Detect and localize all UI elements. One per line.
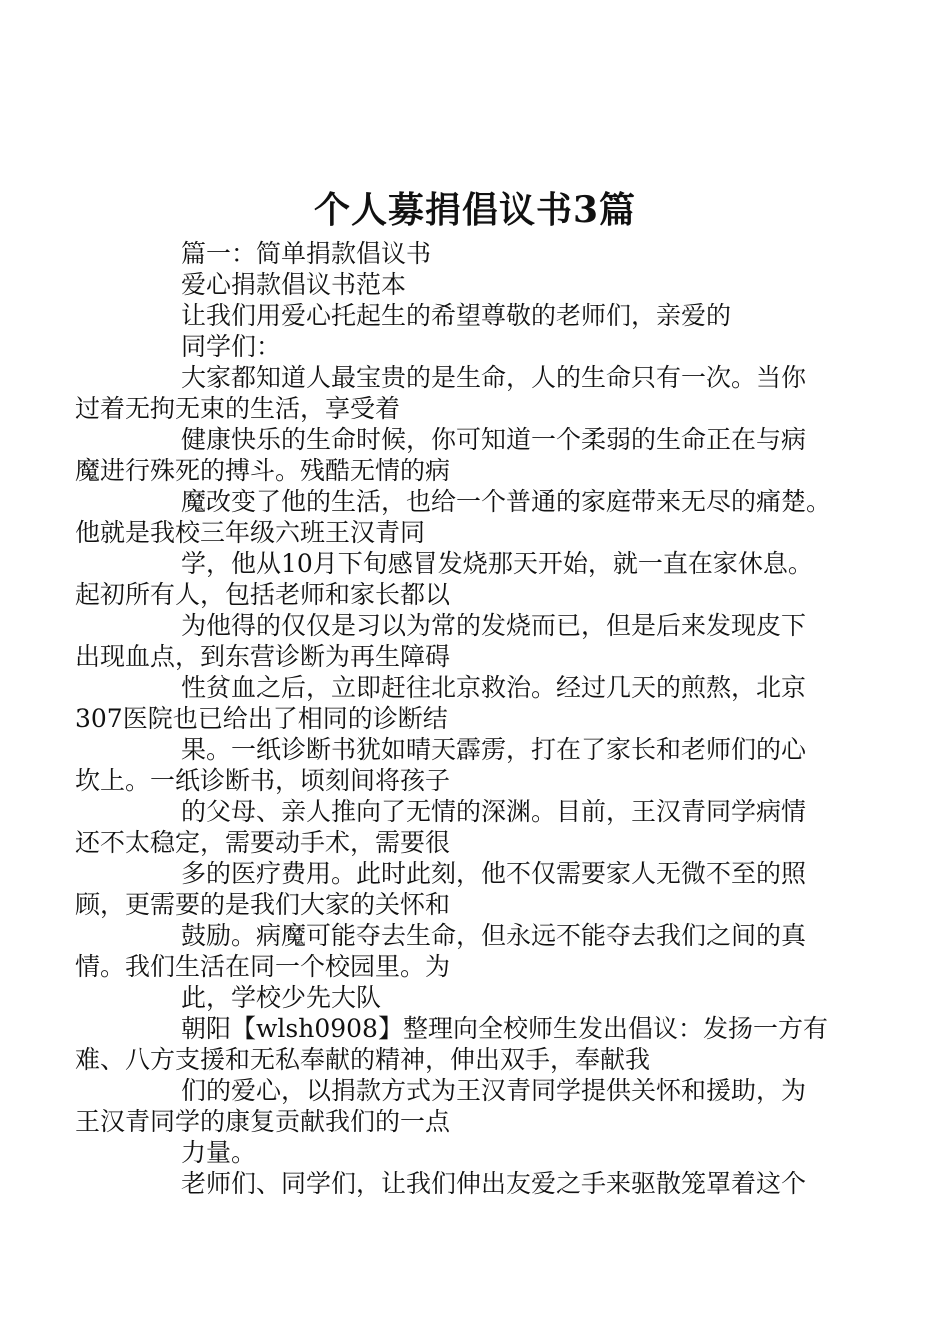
document-title: 个人募捐倡议书3篇 [313,189,637,231]
paragraph-line: 爱心捐款倡议书范本 [181,270,407,299]
paragraph [75,362,848,424]
paragraph [75,796,848,858]
paragraph-continuation: 还不太稳定，需要动手术，需要很 [75,828,451,857]
paragraph [75,486,848,548]
paragraph-line: 为他得的仅仅是习以为常的发烧而已，但是后来发现皮下 [181,611,807,640]
paragraph-line: 老师们、同学们，让我们伸出友爱之手来驱散笼罩着这个 [181,1169,807,1198]
paragraph-line: 多的医疗费用。此时此刻，他不仅需要家人无微不至的照 [181,859,807,888]
paragraph-continuation: 情。我们生活在同一个校园里。为 [75,952,451,981]
paragraph-line: 篇一：简单捐款倡议书 [181,239,432,268]
paragraph-line: 学，他从10月下旬感冒发烧那天开始，就一直在家休息。 [181,549,813,578]
paragraph [75,734,848,796]
paragraph-line: 大家都知道人最宝贵的是生命，人的生命只有一次。当你 [181,363,807,392]
paragraph [75,610,848,672]
paragraph-line: 此，学校少先大队 [181,983,382,1012]
paragraph-continuation: 307医院也已给出了相同的诊断结 [75,704,448,733]
paragraph-continuation: 起初所有人，包括老师和家长都以 [75,580,451,609]
paragraph [128,1137,848,1168]
paragraph-continuation: 王汉青同学的康复贡献我们的一点 [75,1107,451,1136]
document-body [75,238,848,1199]
paragraph [128,238,848,269]
paragraph-continuation: 顾，更需要的是我们大家的关怀和 [75,890,451,919]
paragraph-line: 让我们用爱心托起生的希望尊敬的老师们，亲爱的 [181,301,732,330]
paragraph-line: 魔改变了他的生活，也给一个普通的家庭带来无尽的痛楚。 [181,487,832,516]
paragraph-line: 果。一纸诊断书犹如晴天霹雳，打在了家长和老师们的心 [181,735,807,764]
paragraph [128,1168,848,1199]
paragraph-line: 力量。 [181,1138,257,1167]
paragraph-line: 们的爱心，以捐款方式为王汉青同学提供关怀和援助，为 [181,1076,807,1105]
paragraph-continuation: 难、八方支援和无私奉献的精神，伸出双手，奉献我 [75,1045,651,1074]
paragraph-line: 性贫血之后，立即赶往北京救治。经过几天的煎熬，北京 [181,673,807,702]
paragraph [75,1013,848,1075]
paragraph-line: 鼓励。病魔可能夺去生命，但永远不能夺去我们之间的真 [181,921,807,950]
paragraph [75,548,848,610]
paragraph [75,672,848,734]
paragraph [128,269,848,300]
paragraph-continuation: 魔进行殊死的搏斗。残酷无情的病 [75,456,451,485]
paragraph-continuation: 过着无拘无束的生活，享受着 [75,394,401,423]
paragraph-line: 朝阳【wlsh0908】整理向全校师生发出倡议：发扬一方有 [181,1014,828,1043]
paragraph-continuation: 出现血点，到东营诊断为再生障碍 [75,642,451,671]
paragraph [75,858,848,920]
paragraph-line: 健康快乐的生命时候，你可知道一个柔弱的生命正在与病 [181,425,807,454]
paragraph [128,300,848,331]
paragraph [128,331,848,362]
paragraph-continuation: 坎上。一纸诊断书，顷刻间将孩子 [75,766,451,795]
paragraph-continuation: 他就是我校三年级六班王汉青同 [75,518,426,547]
paragraph [128,982,848,1013]
paragraph [75,1075,848,1137]
paragraph-line: 同学们： [181,332,282,361]
paragraph-line: 的父母、亲人推向了无情的深渊。目前，王汉青同学病情 [181,797,807,826]
paragraph [75,424,848,486]
paragraph [75,920,848,982]
